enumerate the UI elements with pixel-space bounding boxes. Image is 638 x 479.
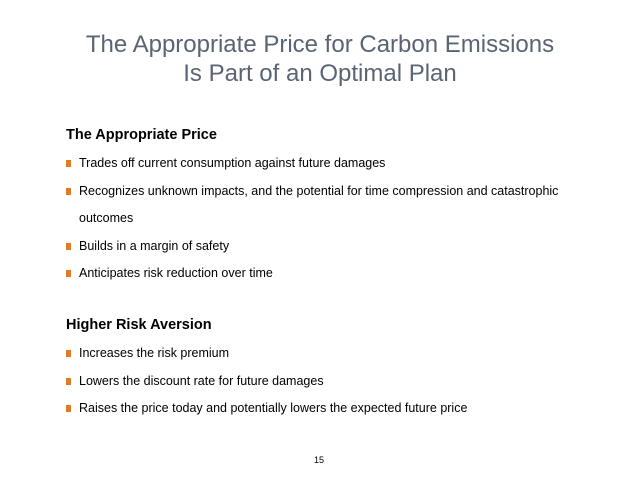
list-item (66, 368, 606, 396)
list-item-text: Recognizes unknown impacts, and the potential for time compression and catastrophic outcomes (79, 183, 559, 225)
square-bullet-icon (66, 350, 71, 357)
list-item (66, 395, 606, 423)
list-item (66, 150, 606, 178)
square-bullet-icon (66, 270, 71, 277)
list-item-text: Increases the risk premium (79, 346, 230, 360)
page-number: 15 (313, 455, 324, 465)
list-item (66, 260, 606, 288)
section-appropriate-price (66, 126, 606, 288)
slide-title (40, 30, 600, 88)
slide-title-line-1: The Appropriate Price for Carbon Emissions (85, 31, 555, 58)
square-bullet-icon (66, 243, 71, 250)
list-item-text: Anticipates risk reduction over time (79, 266, 273, 280)
list-item (66, 233, 606, 261)
list-item (66, 178, 606, 233)
section-heading: Higher Risk Aversion (66, 317, 212, 333)
list-item-text: Trades off current consumption against future damages (79, 156, 386, 170)
square-bullet-icon (66, 378, 71, 385)
list-item-text: Raises the price today and potentially lowers the expected future price (79, 401, 468, 415)
bullet-list (66, 340, 606, 423)
bullet-list (66, 150, 606, 288)
square-bullet-icon (66, 405, 71, 412)
square-bullet-icon (66, 160, 71, 167)
section-heading: The Appropriate Price (66, 127, 217, 143)
list-item (66, 340, 606, 368)
list-item-text: Lowers the discount rate for future damages (79, 373, 324, 388)
square-bullet-icon (66, 188, 71, 195)
section-higher-risk-aversion (66, 316, 606, 423)
slide-title-line-2: Is Part of an Optimal Plan (183, 60, 457, 87)
list-item-text: Builds in a margin of safety (79, 238, 230, 253)
